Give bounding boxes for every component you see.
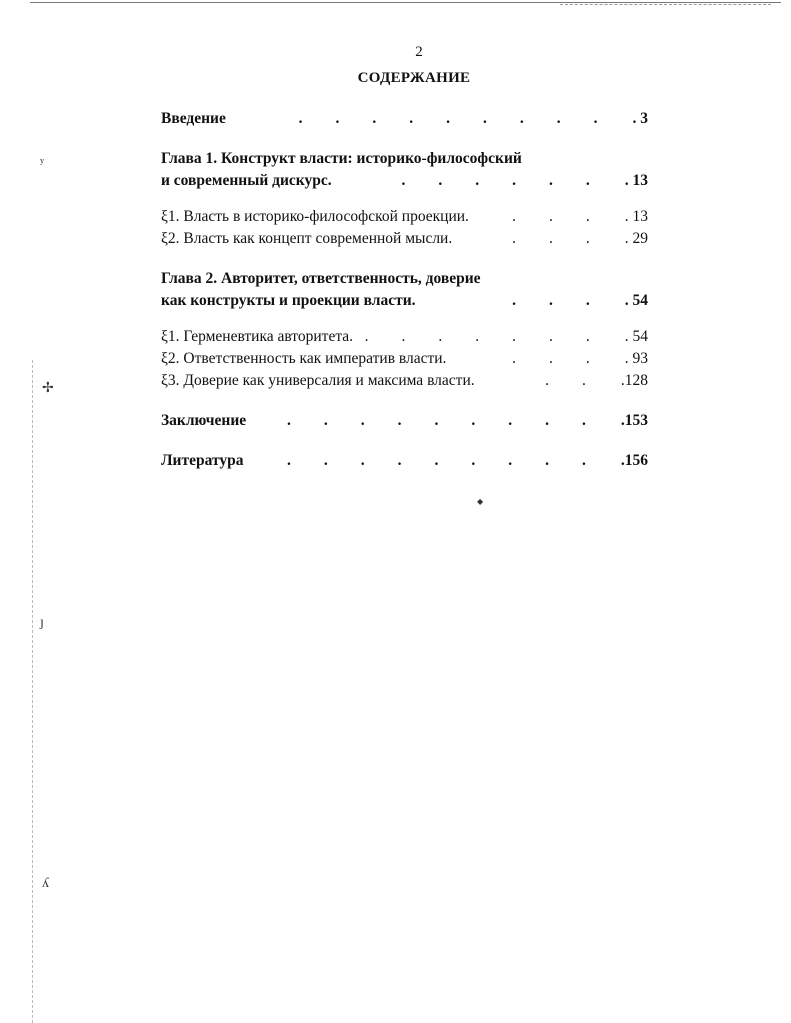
toc-leader-dots: ...... — [401, 172, 623, 189]
page-number: 2 — [415, 44, 423, 60]
chapter1-heading-line1[interactable]: Глава 1. Конструкт власти: историко-философский — [161, 150, 522, 167]
scan-edge-top — [30, 2, 781, 3]
scan-speck: ʎ — [42, 876, 49, 891]
toc-entry-conclusion[interactable] — [161, 410, 648, 432]
toc-leader-dots: ......... — [287, 412, 619, 429]
toc-entry-page: . 13 — [624, 172, 648, 189]
scan-speck: ȷ — [40, 615, 44, 630]
chapter2-heading-line1[interactable]: Глава 2. Авторитет, ответственность, доверие — [161, 270, 481, 287]
toc-entry-page: . 54 — [624, 328, 648, 345]
scan-speck: ◆ — [477, 497, 484, 506]
toc-entry-ch2-s3[interactable] — [161, 370, 648, 392]
toc-entry-page: . 13 — [624, 208, 648, 225]
scan-edge-left — [32, 360, 33, 1023]
toc-entry-label: Введение — [161, 110, 226, 127]
toc-entry-label: и современный дискурс. — [161, 172, 332, 189]
toc-entry-label: ξ1. Власть в историко-философской проекции. — [161, 208, 469, 225]
toc-entry-page: . 29 — [624, 230, 648, 247]
toc-entry-label: Литература — [161, 452, 244, 469]
scan-edge-top-dashed — [560, 4, 771, 5]
toc-entry-ch2-s2[interactable] — [161, 348, 648, 370]
toc-entry-page: .128 — [620, 372, 648, 389]
toc-entry-literature[interactable] — [161, 450, 648, 472]
toc-entry-label: ξ2. Ответственность как императив власти. — [161, 350, 447, 367]
toc-entry-ch1-s2[interactable] — [161, 228, 648, 250]
toc-entry-ch1-s1[interactable] — [161, 206, 648, 228]
scan-speck: ʸ — [40, 156, 45, 171]
scan-speck: ✢ — [42, 381, 54, 396]
toc-leader-dots: ... — [512, 208, 623, 225]
toc-entry-label: ξ2. Власть как концепт современной мысли. — [161, 230, 453, 247]
toc-leader-dots: ......... — [287, 452, 619, 469]
table-of-contents — [161, 108, 648, 472]
toc-entry-page: .153 — [620, 412, 648, 429]
toc-leader-dots: .. — [545, 372, 619, 389]
toc-entry-page: . 54 — [624, 292, 648, 309]
toc-entry-chapter1[interactable] — [161, 170, 648, 192]
toc-entry-label: Заключение — [161, 412, 247, 429]
toc-entry-page: .156 — [620, 452, 648, 469]
toc-leader-dots: ... — [512, 230, 623, 247]
toc-leader-dots: ... — [512, 350, 623, 367]
toc-leader-dots: ....... — [364, 328, 623, 345]
toc-entry-page: . 93 — [624, 350, 648, 367]
toc-entry-label: ξ1. Герменевтика авторитета. — [161, 328, 354, 345]
toc-entry-intro[interactable] — [161, 108, 648, 130]
toc-leader-dots: ......... — [298, 110, 631, 127]
toc-entry-label: ξ3. Доверие как универсалия и максима власти. — [161, 372, 475, 389]
toc-entry-chapter2[interactable] — [161, 290, 648, 312]
toc-entry-ch2-s1[interactable] — [161, 326, 648, 348]
toc-title: СОДЕРЖАНИЕ — [357, 70, 471, 86]
toc-entry-page: . 3 — [632, 110, 648, 127]
toc-leader-dots: ... — [512, 292, 623, 309]
toc-entry-label: как конструкты и проекции власти. — [161, 292, 416, 309]
